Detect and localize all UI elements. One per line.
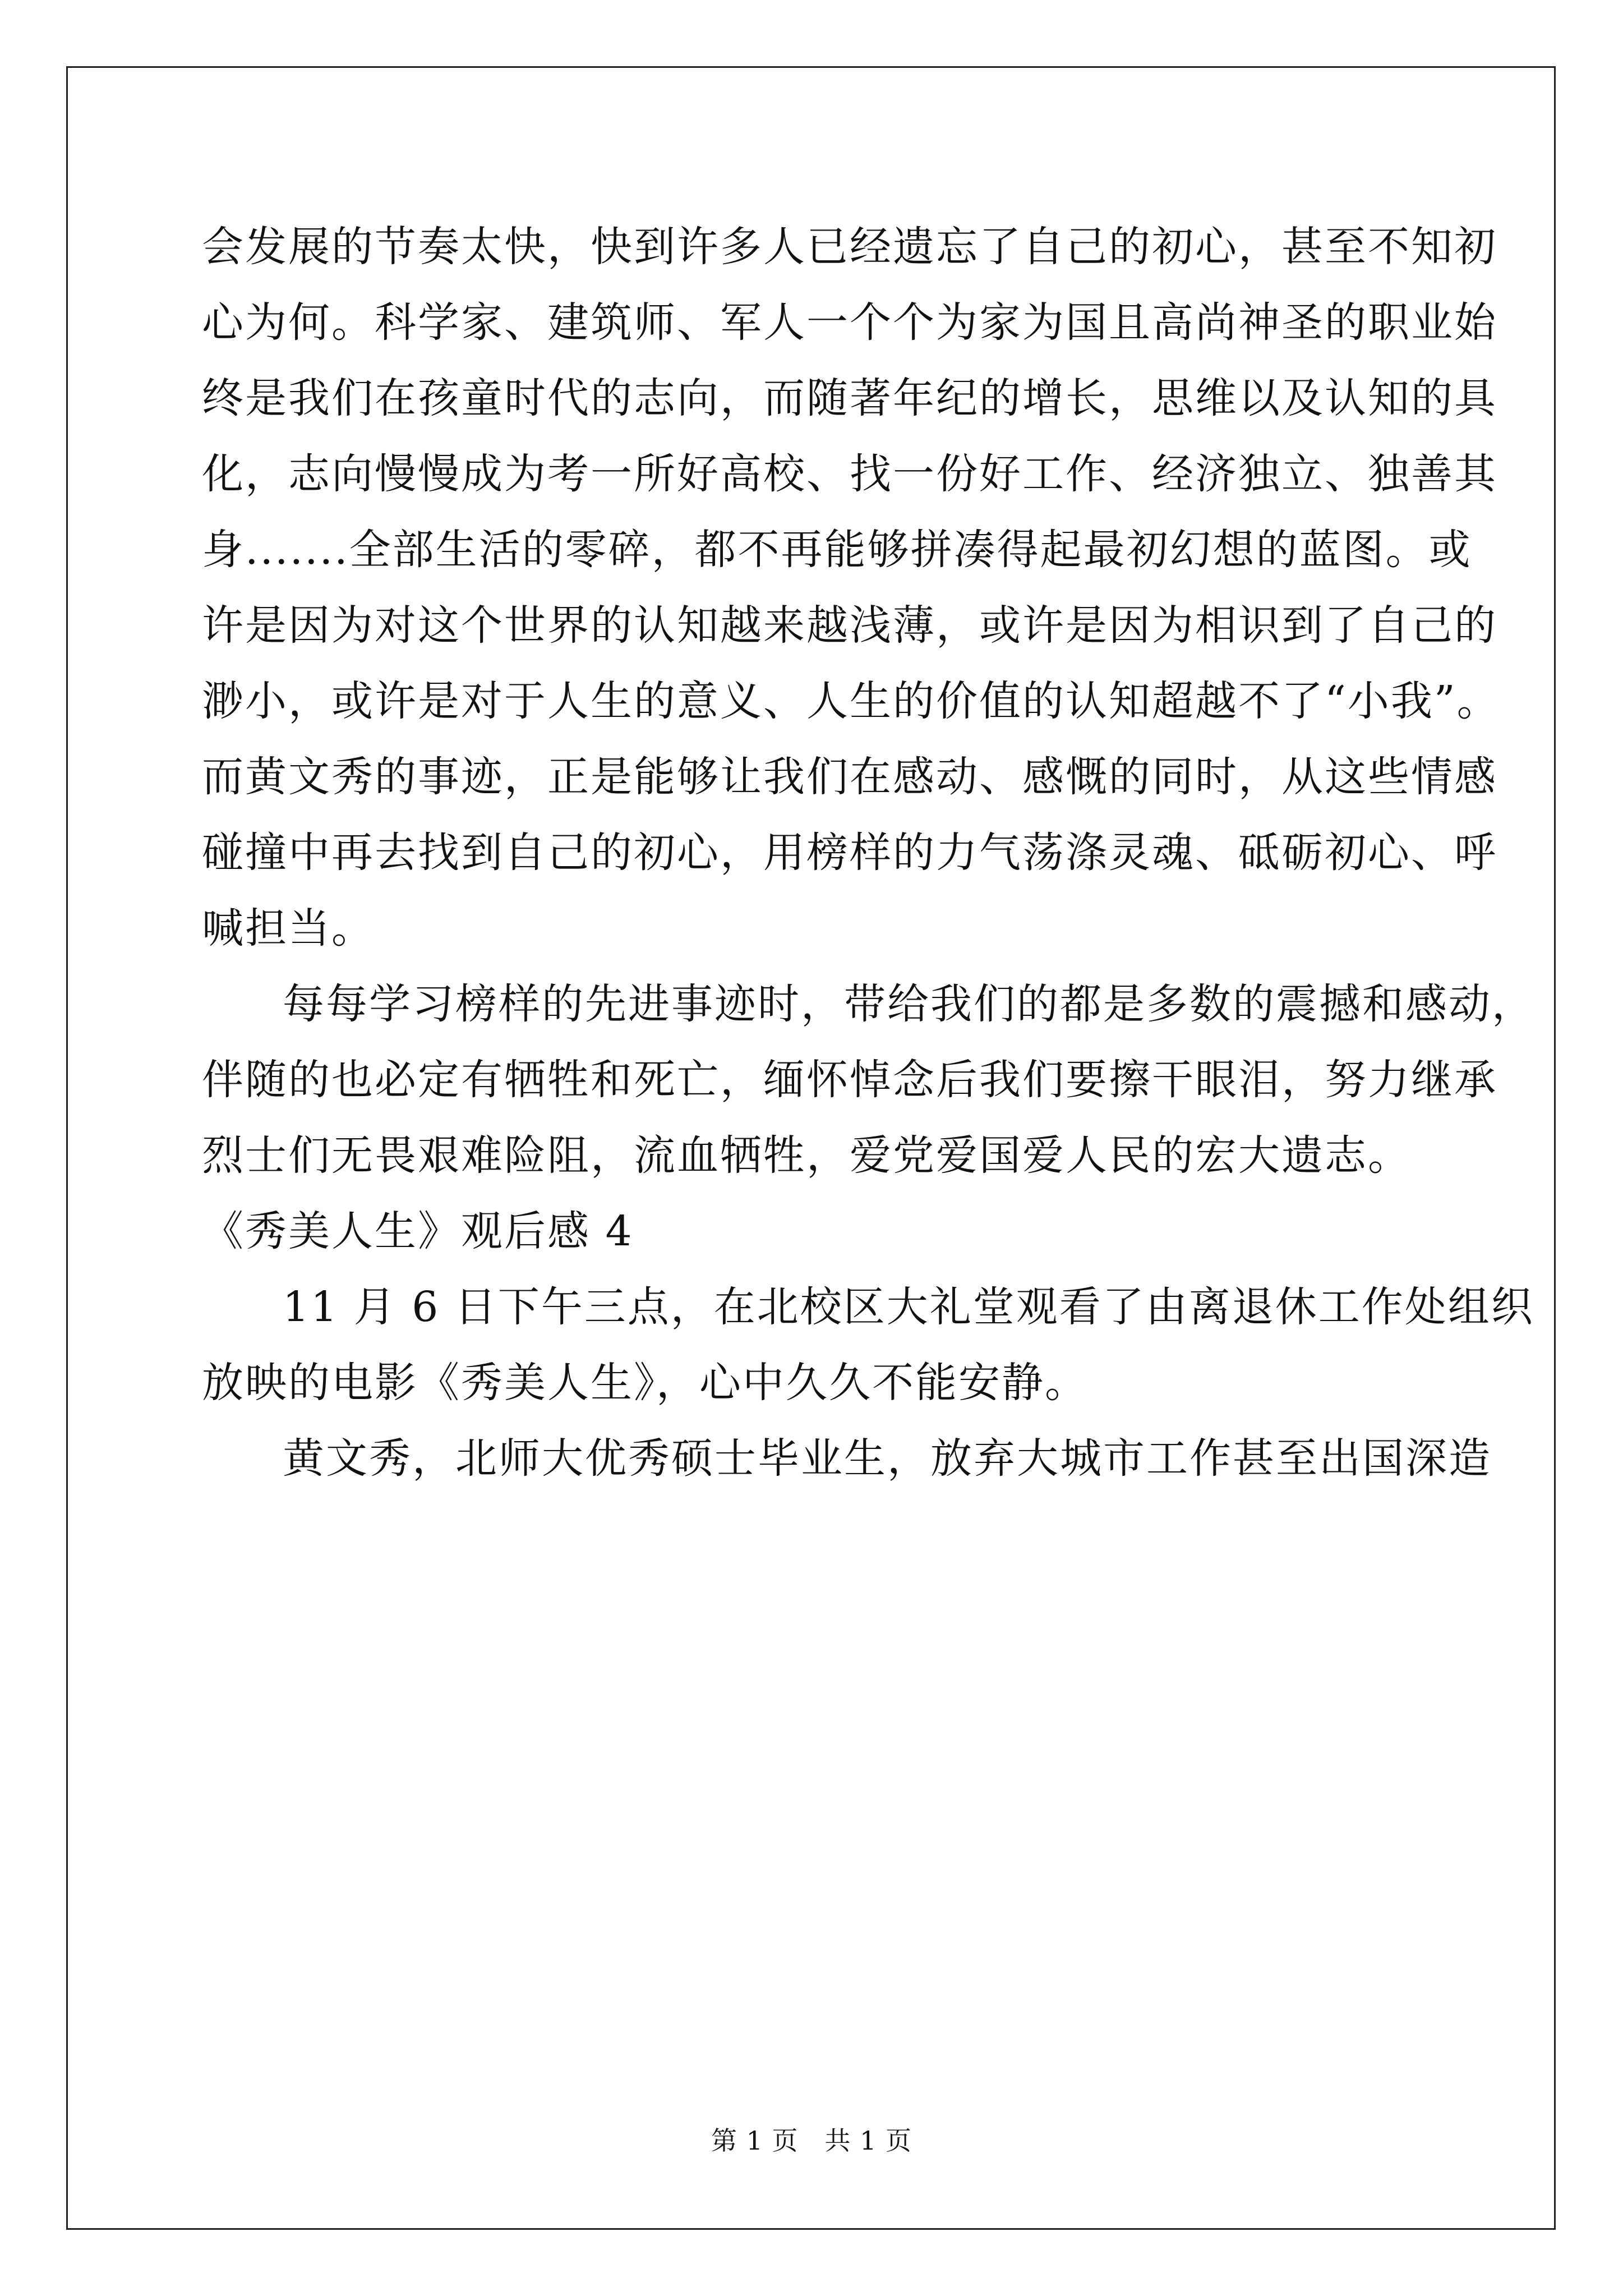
paragraph-line: 化，志向慢慢成为考一所好高校、找一份好工作、经济独立、独善其 — [202, 450, 1497, 498]
paragraph-line: 每每学习榜样的先进事迹时，带给我们的都是多数的震撼和感动， — [283, 980, 1535, 1028]
paragraph-line: 喊担当。 — [202, 904, 375, 953]
document-body — [202, 0, 1535, 2296]
paragraph-line: 碰撞中再去找到自己的初心，用榜样的力气荡涤灵魂、砥砺初心、呼 — [202, 829, 1497, 877]
paragraph-line: 渺小，或许是对于人生的意义、人生的价值的认知超越不了“小我”。 — [202, 677, 1500, 725]
page-footer: 第 1 页 共 1 页 — [711, 2125, 912, 2156]
paragraph-line: 许是因为对这个世界的认知越来越浅薄，或许是因为相识到了自己的 — [202, 601, 1497, 650]
paragraph-line: 身.......全部生活的零碎，都不再能够拼凑得起最初幻想的蓝图。或 — [202, 526, 1472, 574]
paragraph-line: 11 月 6 日下午三点，在北校区大礼堂观看了由离退休工作处组织 — [283, 1283, 1534, 1331]
paragraph-line: 黄文秀，北师大优秀硕士毕业生，放弃大城市工作甚至出国深造 — [283, 1434, 1492, 1483]
paragraph-line: 而黄文秀的事迹，正是能够让我们在感动、感慨的同时，从这些情感 — [202, 753, 1497, 801]
paragraph-line: 烈士们无畏艰难险阻，流血牺牲，爱党爱国爱人民的宏大遗志。 — [202, 1131, 1411, 1180]
paragraph-line: 伴随的也必定有牺牲和死亡，缅怀悼念后我们要擦干眼泪，努力继承 — [202, 1056, 1497, 1104]
section-heading: 《秀美人生》观后感 4 — [202, 1207, 634, 1255]
paragraph-line: 心为何。科学家、建筑师、军人一个个为家为国且高尚神圣的职业始 — [202, 298, 1497, 347]
paragraph-line: 会发展的节奏太快，快到许多人已经遗忘了自己的初心，甚至不知初 — [202, 223, 1497, 271]
paragraph-line: 终是我们在孩童时代的志向，而随著年纪的增长，思维以及认知的具 — [202, 374, 1497, 422]
paragraph-line: 放映的电影《秀美人生》，心中久久不能安静。 — [202, 1359, 1088, 1407]
